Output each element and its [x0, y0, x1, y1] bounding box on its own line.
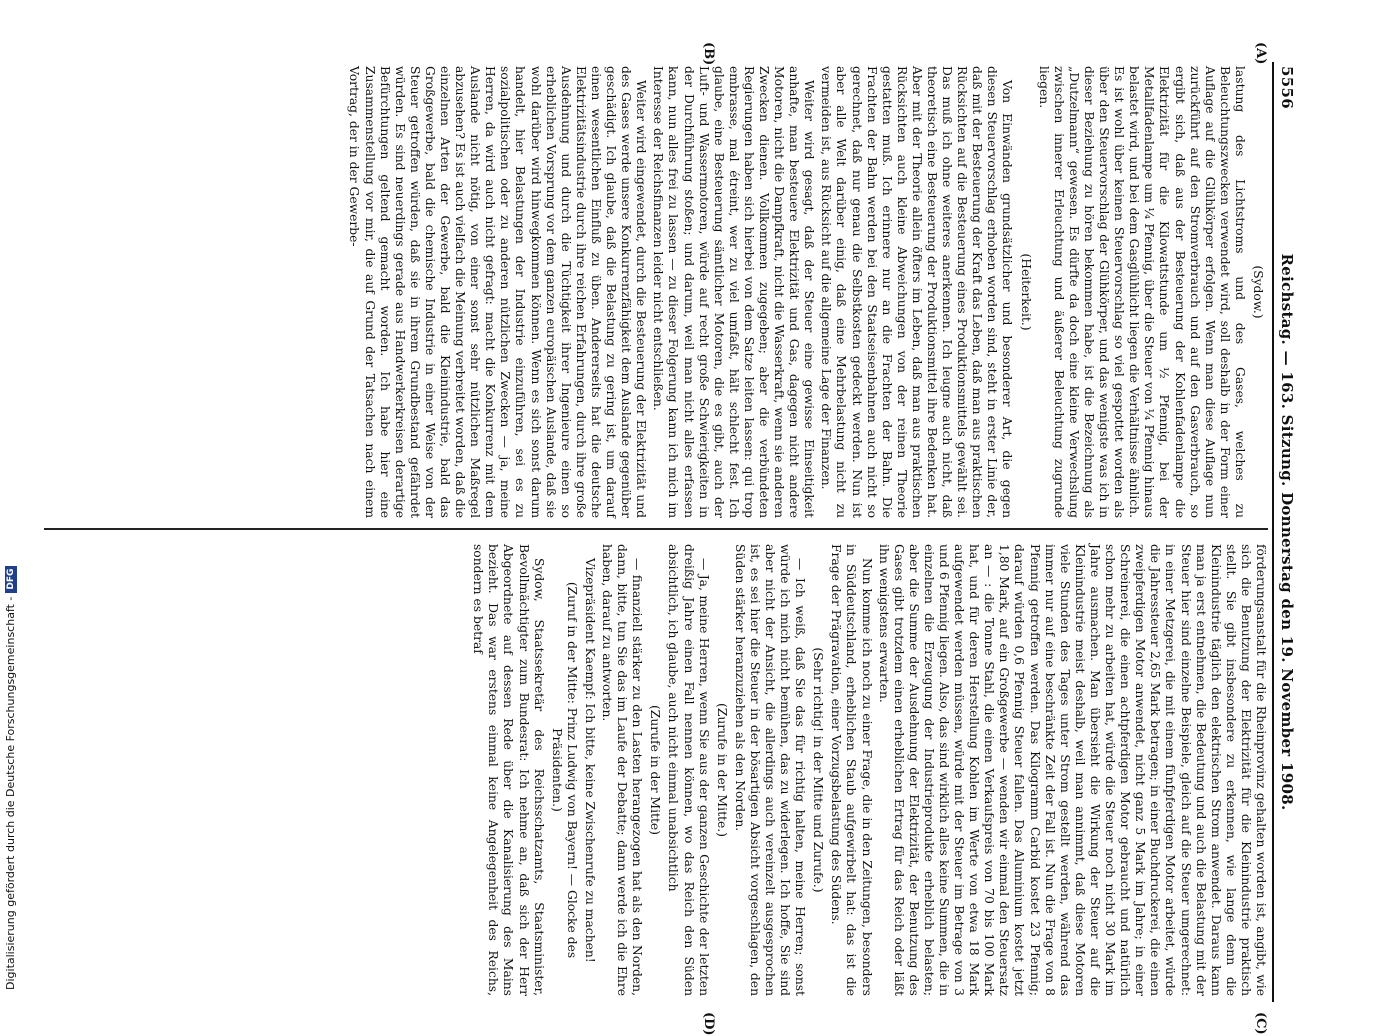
paragraph: (Sehr richtig! in der Mitte und Zurufe.): [811, 647, 826, 893]
dfg-logo: DFG: [5, 566, 17, 593]
paragraph: Weiter wird gesagt, daß der Steuer eine gewisse Einseitigkeit anhafte, man besteuere Elektrizität und Gas, dagegen nicht andere Motoren, nicht die Dampfkraft, nicht die Wasserkraft, wenn sie anderen Zwecken dienen. Vollkommen zugegeben; aber die verbündeten Regierungen haben sich hierbei von dem Satze leiten lassen: qui trop embrasse, mal étreint, wer zu viel umfaßt, hält schlecht fest. Ich glaube, eine Besteuerung sämtlicher Motoren, die es gibt, auch der Luft- und Wassermotoren, würde auf recht große Schwierigkeiten in der Durchführung stoßen; und darum, weil man nicht alles erfassen kann, nun alles frei zu lassen — zu dieser Folgerung kann ich mich im Interesse der Reichsfinanzen leider nicht entschließen.: [651, 66, 817, 518]
margin-mark-d: (D): [701, 1012, 716, 1036]
paragraph: — finanziell stärker zu den Lasten herangezogen hat als den Norden, dann, bitte, tun Sie das im Laufe der Debatte; dann werde ich die Ehre haben, darauf zu antworten.: [600, 544, 645, 996]
page-number: 5556: [1278, 66, 1296, 109]
left-text-column: [344, 66, 1268, 518]
paragraph: Nun komme ich noch zu einer Frage, die in den Zeitungen, besonders in Süddeutschland, erheblichen Staub aufgewirbelt hat: das ist die Frage der Prägravation, einer Vorzugsbelastung des Südens.: [829, 544, 874, 996]
paragraph: Von Einwänden grundsätzlicher und besonderer Art, die gegen diesen Steuervorschlag erhoben worden sind, steht in erster Linie der, daß mit der Besteuerung der Kraft das Leben, daß man aus praktischen Rücksichten auf die Besteuerung eines Produktionsmittels gewählt sei. Das muß ich ohne weiteres anerkennen. Ich leugne auch nicht, daß theoretisch eine Besteuerung der Produktionsmittel ihre Bedenken hat. Aber mit der Theorie allein öfters im Leben, daß man aus praktischen Rücksichten auch kleine Abweichungen von der reinen Theorie gestatten muß. Ich erinnere nur an die Frachten der Bahn. Die Frachten der Bahn werden bei den Staatseisenbahnen auch nicht so gerechnet, daß nur genau die Selbstkosten gedeckt werden. Nun ist aber alle Welt darüber einig, daß eine Mehrbelastung nicht zu vermeiden ist, aus Rücksicht auf die allgemeine Lage der Finanzen.: [819, 66, 1015, 518]
margin-mark-c: (C): [1253, 1012, 1268, 1035]
margin-mark-b: (B): [701, 42, 716, 66]
paragraph: — Ich weiß, daß Sie das für richtig halten, meine Herren; sonst würde ich mich nicht bemühen, das zu widerlegen. Ich hoffe, Sie sind aber nicht der Ansicht, die allerdings auch vereinzelt ausgesprochen ist, es sei hier die Steuer in der bösartigen Absicht vorgeschlagen, den Süden stärker heranzuziehen als den Norden.: [732, 544, 808, 996]
paragraph: Sydow, Staatssekretär des Reichsschatzamts, Staatsminister, Bevollmächtigter zum Bundesrat: Ich nehme an, daß sich der Herr Abgeordnete auf dessen Rede über die Kanalisierung des Mains bezieht. Das war erstens einmal keine Angelegenheit des Reichs, sondern es betraf: [471, 544, 546, 996]
paragraph: lastung des Lichtstroms und des Gases, welches zu Beleuchtungszwecken verwendet wird, soll deshalb in der Form einer Auflage auf die Glühkörper erfolgen. Wenn man diese Auflage nun zurückführt auf den Stromverbrauch und auf den Gasverbrauch, so ergibt sich, daß aus der Besteuerung der Kohlenfadenlampe die Elektrizität für die Kilowattstunde um ½ Pfennig, bei der Metallfadenlampe um ¼ Pfennig, über die Steuer von ¼ Pfennig hinaus belastet wird, und bei dem Gasglühlicht liegen die Verhältnisse ähnlich. Es ist wohl über keinen Steuervorschlag so viel gespottet worden als über den Steuervorschlag der Glühkörper, und das wenigste was ich in dieser Beziehung zu hören bekommen habe, ist die Bezeichnung als „Dutzelmann“ gewesen. Es dürfte da doch eine kleine Verwechslung zwischen innerer Erleuchtung und äußerer Beleuchtung zugrunde liegen.: [1036, 66, 1247, 518]
paragraph: (Zurufe in der Mitte): [648, 705, 663, 835]
paragraph: (Zuruf in der Mitte: Prinz Ludwig von Bayern! — Glocke des Präsidenten.): [549, 581, 579, 959]
paragraph: (Zurufe in der Mitte.): [714, 703, 729, 837]
header-rule: [1272, 62, 1274, 1002]
rotated-document-page: [41, 42, 1296, 1036]
margin-mark-a: (A): [1253, 42, 1268, 65]
paragraph: — Ja, meine Herren, wenn Sie aus der ganzen Geschichte der letzten dreißig Jahre einen Fall nennen können, wo das Reich den Süden absichtlich, ich glaube, auch nicht einmal unabsichtlich: [666, 544, 711, 996]
running-title: Reichstag. — 163. Sitzung. Donnerstag den 19. November 1908.: [1278, 253, 1296, 811]
paragraph: Weiter wird eingewendet, durch die Besteuerung der Elektrizität und des Gases werde unsere Konkurrenzfähigkeit dem Auslande gegenüber geschädigt. Ich glaube, daß die Belastung zu gering ist, um darauf einen wesentlichen Einfluß zu üben. Andererseits hat die deutsche Elektrizitätsindustrie durch ihre reichen Erfahrungen, durch ihre große Ausdehnung und durch die Tüchtigkeit ihrer Ingenieure einen so erheblichen Vorsprung vor dem ganzen europäischen Auslande, daß sie wohl darüber wird hinwegkommen können. Wenn es sich sonst darum handelt, hier Belastungen der Industrie einzuführen, sei es zu sozialpolitischen oder zu anderen nützlichen Zwecken — ja, meine Herren, da wird auch nicht gefragt: macht die Konkurrenz mit dem Auslande nicht nötig, von einer sonst sehr nützlichen Maßregel abzusehen? Es ist auch vielfach die Meinung verbreitet worden, daß die einzelnen Arten der Gewerbe, bald die Kleinindustrie, bald das Großgewerbe, bald die chemische Industrie in einer Weise von der Steuer getroffen würden, daß sie in ihrem Grundbestand gefährdet würden. Es sind neuerdings gerade aus Handwerkerkreisen derartige Befürchtungen geltend gemacht worden. Ich habe hier eine Zusammenstellung vor mir, die auf Grund der Tatsachen nach einem Vortrag, der in der Gewerbe-: [347, 66, 649, 518]
speaker-tag: (Sydow.): [1251, 265, 1265, 319]
right-text-column: [468, 544, 1268, 996]
paragraph: förderungsanstalt für die Rheinprovinz gehalten worden ist, angibt, wie sich die Benutzung der Elektrizität für die Kleinindustrie praktisch stellt. Sie gibt insbesondere zu erkennen, wie lange denn die Kleinindustrie täglich den elektrischen Strom anwendet. Daraus kann man ja erst entnehmen, die Bedeutung und auch die Belastung mit der Steuer hier sind einzelne Beispiele, gleich auf die Steuer umgerechnet: in einer Metzgerei, die mit einem fünfpferdigen Motor arbeitet, würde die Jahressteuer 2,65 Mark betragen; in einer Buchdruckerei, die einen zweipferdigen Motor anwendet, nicht ganz 5 Mark im Jahre; in einer Schreinerei, die einen achtpferdigen Motor gebraucht und natürlich schon mehr zu arbeiten hat, würde die Steuer noch nicht 30 Mark im Jahre ausmachen. Man übersieht die Wirkung der Steuer auf die Kleinindustrie meist deshalb, weil man annimmt, daß diese Motoren viele Stunden des Tages unter Strom gestellt werden, während das immer nur auf eine beschränkte Zeit der Fall ist. Nun die Frage von 8 Pfennig getroffen werden. Das Kilogramm Carbid kostet 23 Pfennig; darauf würden 0,6 Pfennig Steuer fallen. Das Aluminium kostet jetzt 1,80 Mark, auf ein Großgewerbe — wenden wir einmal den Steuersatz an — : die Tonne Stahl, die einen Verkaufspreis von 70 bis 100 Mark hat, und für deren Herstellung Kohlen im Werte von etwa 18 Mark aufgewendet werden müssen, würde mit der Steuer im Betrage von 3 und 6 Pfennig liegen. Also, das sind wirklich alles keine Summen, die in einzelnen die Erzeugung der Industrieprodukte erheblich belasten; aber die Summe der Ausdehnung der Elektrizität, der Benutzung des Gases gibt trotzdem einen erheblichen Ertrag für das Reich oder läßt ihn wenigstens erwarten.: [876, 544, 1268, 996]
column-divider: [44, 528, 1268, 530]
digitization-note: [4, 566, 17, 990]
digitization-text: Digitalisierung gefördert durch die Deutsche Forschungsgemeinschaft -: [4, 596, 17, 990]
paragraph: Vizepräsident Kaempf: Ich bitte, keine Zwischenrufe zu machen!: [582, 558, 597, 963]
paragraph: (Heiterkeit.): [1018, 253, 1033, 331]
